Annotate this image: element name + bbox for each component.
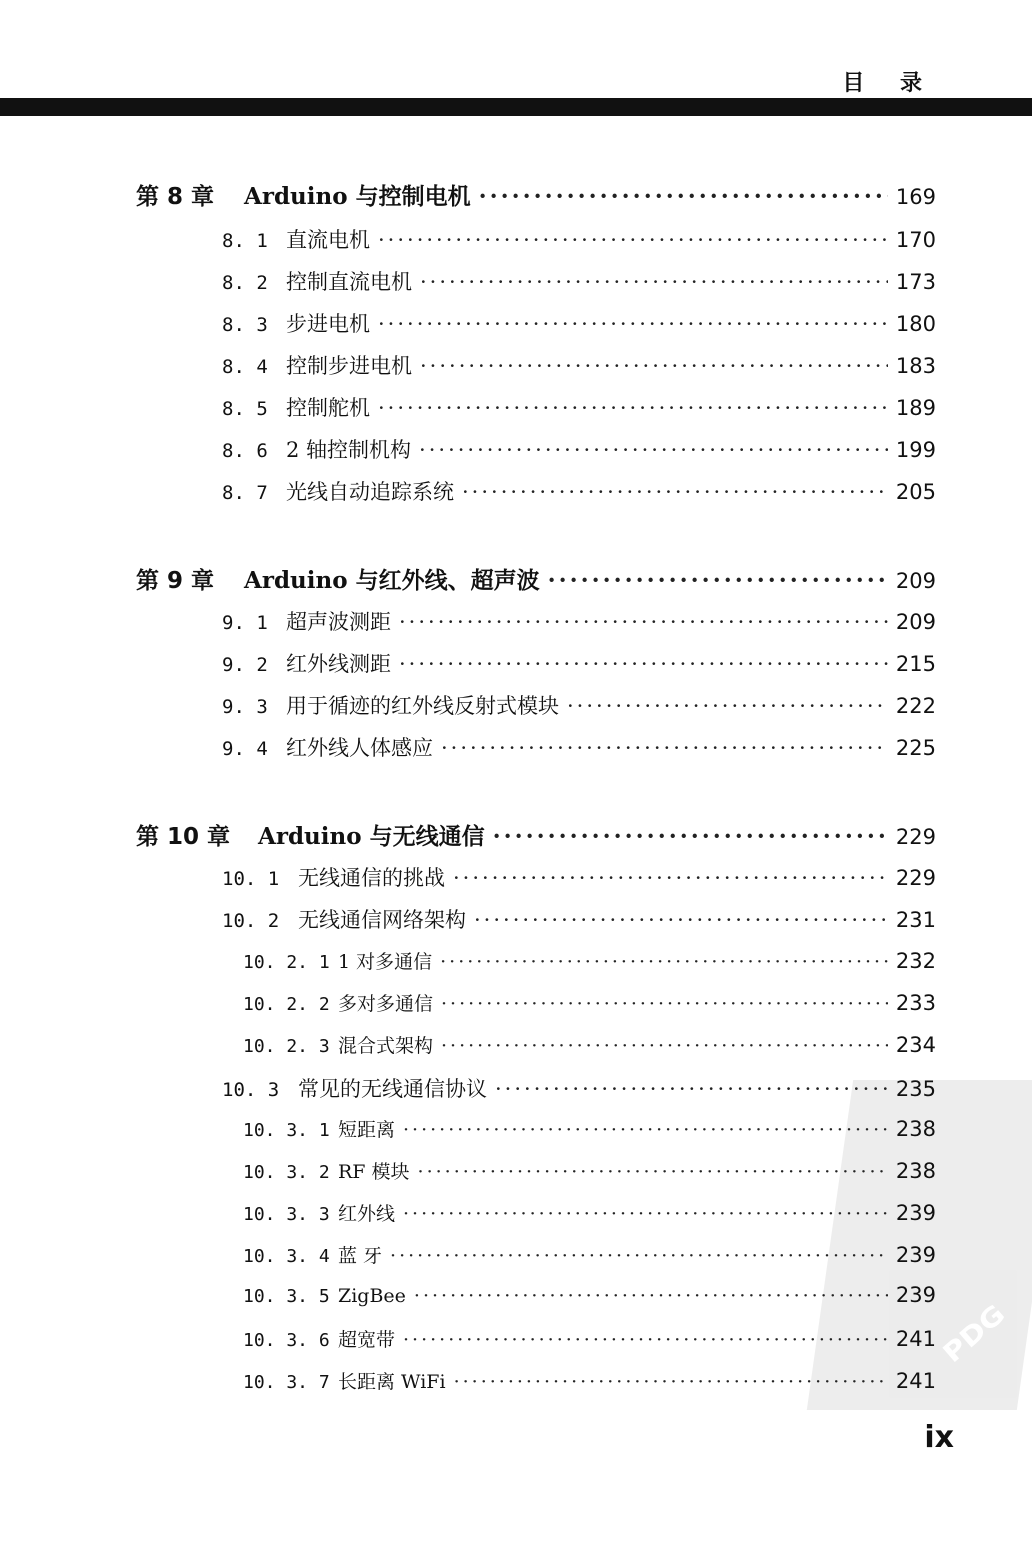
toc-page: 222 (895, 694, 936, 718)
header-rule (0, 98, 1032, 116)
toc-title: 步进电机 (286, 312, 370, 336)
toc-section-9-1[interactable] (222, 606, 936, 636)
toc-number: 10. 3. 3 (243, 1204, 330, 1225)
dot-leader (403, 1119, 888, 1141)
page-header-title: 目 录 (842, 71, 936, 96)
toc-page: 235 (895, 1077, 936, 1101)
toc-title: Arduino 与无线通信 (258, 823, 485, 850)
toc-number: 10. 3 (222, 1079, 280, 1101)
dot-leader (479, 183, 888, 210)
toc-page: 239 (895, 1201, 936, 1225)
toc-subsection-10-3-7[interactable] (243, 1367, 936, 1394)
toc-title: 无线通信的挑战 (298, 866, 445, 890)
dot-leader (419, 438, 888, 462)
dot-leader (453, 866, 888, 890)
toc-subsection-10-2-1[interactable] (243, 947, 936, 974)
dot-leader (548, 567, 888, 594)
toc-title: 多对多通信 (338, 993, 434, 1015)
toc-page: 231 (895, 908, 936, 932)
toc-number: 10. 2. 2 (243, 994, 330, 1015)
toc-title: 超宽带 (338, 1329, 396, 1351)
toc-page: 241 (895, 1369, 936, 1393)
toc-page: 183 (895, 354, 936, 378)
toc-section-10-3[interactable] (222, 1073, 936, 1103)
toc-title: 光线自动追踪系统 (286, 480, 454, 504)
toc-page: 173 (895, 270, 936, 294)
toc-title: 2 轴控制机构 (286, 438, 412, 462)
toc-title: 短距离 (338, 1119, 396, 1141)
toc-section-8-6[interactable] (222, 434, 936, 464)
toc-title: 常见的无线通信协议 (298, 1077, 487, 1101)
toc-number: 10. 3. 2 (243, 1162, 330, 1183)
toc-title: 控制舵机 (286, 396, 370, 420)
toc-number: 8. 1 (222, 230, 268, 252)
dot-leader (390, 1245, 888, 1267)
toc-title: 长距离 WiFi (338, 1371, 446, 1393)
toc-page: 229 (895, 866, 936, 890)
toc-number: 10. 2 (222, 910, 280, 932)
toc-page: 225 (895, 736, 936, 760)
toc-page: 241 (895, 1327, 936, 1351)
dot-leader (378, 396, 888, 420)
dot-leader (420, 354, 888, 378)
dot-leader (403, 1203, 888, 1225)
toc-page: 238 (895, 1117, 936, 1141)
toc-title: ZigBee (338, 1285, 406, 1307)
toc-page: 209 (895, 610, 936, 634)
toc-section-8-4[interactable] (222, 350, 936, 380)
toc-subsection-10-3-5[interactable] (243, 1283, 936, 1307)
toc-title: 1 对多通信 (338, 951, 433, 973)
toc-number: 10. 3. 7 (243, 1372, 330, 1393)
toc-page: 180 (895, 312, 936, 336)
dot-leader (399, 610, 888, 634)
toc-title: 红外线人体感应 (286, 736, 433, 760)
toc-number: 8. 6 (222, 440, 268, 462)
toc-number: 10. 3. 6 (243, 1330, 330, 1351)
toc-section-9-3[interactable] (222, 690, 936, 720)
dot-leader (441, 1035, 888, 1057)
toc-title: Arduino 与红外线、超声波 (244, 567, 540, 594)
toc-title: Arduino 与控制电机 (244, 183, 471, 210)
toc-title: 超声波测距 (286, 610, 391, 634)
toc-section-9-2[interactable] (222, 648, 936, 678)
toc-section-8-5[interactable] (222, 392, 936, 422)
toc-page: 239 (895, 1243, 936, 1267)
toc-page: 199 (895, 438, 936, 462)
toc-page: 232 (895, 949, 936, 973)
dot-leader (441, 736, 888, 760)
toc-number: 8. 3 (222, 314, 268, 336)
dot-leader (378, 228, 888, 252)
toc-subsection-10-3-1[interactable] (243, 1115, 936, 1142)
toc-section-9-4[interactable] (222, 732, 936, 762)
toc-chapter-9[interactable] (136, 562, 936, 595)
dot-leader (420, 270, 888, 294)
toc-page: 215 (895, 652, 936, 676)
toc-subsection-10-3-3[interactable] (243, 1199, 936, 1226)
dot-leader (399, 652, 888, 676)
toc-section-8-1[interactable] (222, 224, 936, 254)
toc-page: 169 (895, 185, 936, 209)
dot-leader (403, 1329, 888, 1351)
toc-number: 10. 2. 3 (243, 1036, 330, 1057)
toc-page: 170 (895, 228, 936, 252)
dot-leader (454, 1371, 888, 1393)
toc-number: 9. 4 (222, 738, 268, 760)
toc-section-10-1[interactable] (222, 862, 936, 892)
toc-section-8-7[interactable] (222, 476, 936, 506)
toc-number: 10. 2. 1 (243, 952, 330, 973)
toc-section-8-3[interactable] (222, 308, 936, 338)
toc-subsection-10-3-4[interactable] (243, 1241, 936, 1268)
toc-title: 直流电机 (286, 228, 370, 252)
toc-section-10-2[interactable] (222, 904, 936, 934)
toc-subsection-10-3-2[interactable] (243, 1157, 936, 1184)
toc-title: 控制步进电机 (286, 354, 412, 378)
toc-number: 8. 5 (222, 398, 268, 420)
toc-number: 第 9 章 (136, 568, 215, 594)
toc-number: 10. 3. 1 (243, 1120, 330, 1141)
dot-leader (418, 1161, 888, 1183)
watermark-text: PDG (937, 1298, 1012, 1369)
toc-page: 229 (895, 825, 936, 849)
toc-title: 混合式架构 (338, 1035, 434, 1057)
toc-subsection-10-2-2[interactable] (243, 989, 936, 1016)
toc-number: 10. 3. 5 (243, 1286, 330, 1307)
toc-title: 红外线 (338, 1203, 396, 1225)
toc-title: 控制直流电机 (286, 270, 412, 294)
dot-leader (495, 1077, 888, 1101)
dot-leader (462, 480, 888, 504)
toc-page: 238 (895, 1159, 936, 1183)
toc-chapter-8[interactable] (136, 178, 936, 211)
dot-leader (567, 694, 888, 718)
toc-number: 第 10 章 (136, 824, 231, 850)
toc-number: 8. 7 (222, 482, 268, 504)
toc-page: 189 (895, 396, 936, 420)
page-number: ix (924, 1420, 954, 1455)
toc-page: 239 (895, 1283, 936, 1307)
toc-title: 红外线测距 (286, 652, 391, 676)
toc-number: 9. 3 (222, 696, 268, 718)
toc-number: 10. 3. 4 (243, 1246, 330, 1267)
dot-leader (378, 312, 888, 336)
toc-title: 无线通信网络架构 (298, 908, 466, 932)
toc-page: 209 (895, 569, 936, 593)
toc-chapter-10[interactable] (136, 818, 936, 851)
toc-title: RF 模块 (338, 1161, 410, 1183)
toc-subsection-10-3-6[interactable] (243, 1325, 936, 1352)
toc-page: 234 (895, 1033, 936, 1057)
dot-leader (441, 993, 888, 1015)
toc-number: 9. 2 (222, 654, 268, 676)
toc-number: 9. 1 (222, 612, 268, 634)
toc-number: 8. 4 (222, 356, 268, 378)
dot-leader (493, 823, 888, 850)
dot-leader (440, 951, 888, 973)
toc-number: 8. 2 (222, 272, 268, 294)
toc-number: 10. 1 (222, 868, 280, 890)
dot-leader (474, 908, 888, 932)
toc-page: 233 (895, 991, 936, 1015)
toc-number: 第 8 章 (136, 184, 215, 210)
toc-subsection-10-2-3[interactable] (243, 1031, 936, 1058)
toc-section-8-2[interactable] (222, 266, 936, 296)
dot-leader (414, 1285, 888, 1307)
toc-title: 用于循迹的红外线反射式模块 (286, 694, 559, 718)
toc-page: 205 (895, 480, 936, 504)
toc-title: 蓝 牙 (338, 1245, 383, 1267)
